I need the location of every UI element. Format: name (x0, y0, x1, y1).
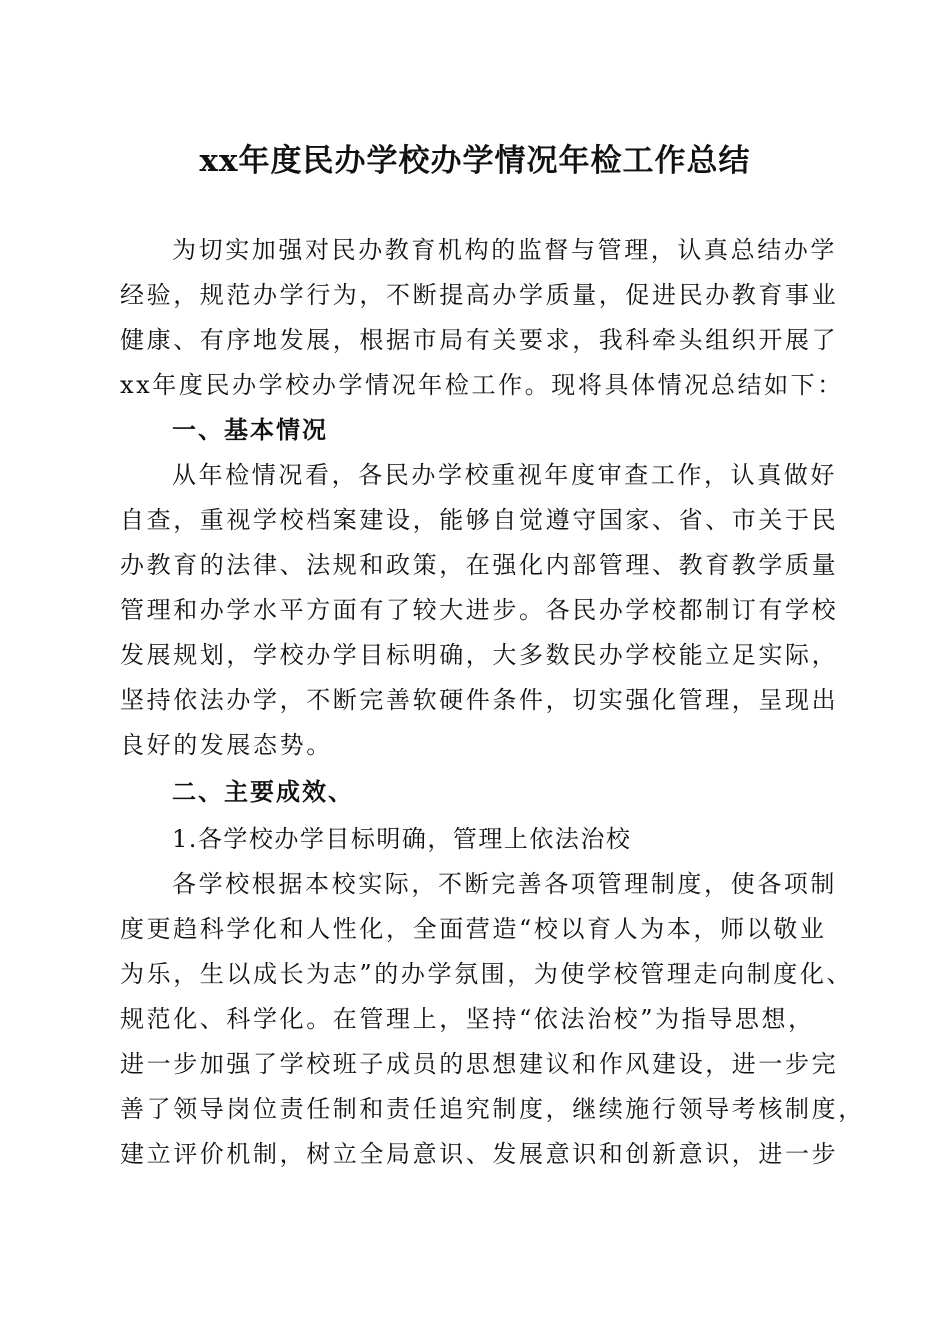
paragraph-line: 善了领导岗位责任制和责任追究制度，继续施行领导考核制度， (120, 1095, 865, 1123)
paragraph-line: 建立评价机制，树立全局意识、发展意识和创新意识，进一步 (120, 1140, 839, 1168)
paragraph-line: xx年度民办学校办学情况年检工作。现将具体情况总结如下： (120, 371, 844, 399)
paragraph-line: 各学校根据本校实际，不断完善各项管理制度，使各项制 (172, 870, 837, 898)
paragraph-line: 良好的发展态势。 (120, 731, 333, 759)
paragraph-line: 健康、有序地发展，根据市局有关要求，我科牵头组织开展了 (120, 326, 839, 354)
paragraph-line: 经验，规范办学行为，不断提高办学质量，促进民办教育事业 (120, 281, 839, 309)
paragraph-line: 管理和办学水平方面有了较大进步。各民办学校都制订有学校 (120, 596, 839, 624)
paragraph-line: 进一步加强了学校班子成员的思想建议和作风建设，进一步完 (120, 1050, 839, 1078)
paragraph-line: 自查，重视学校档案建设，能够自觉遵守国家、省、市关于民 (120, 506, 839, 534)
section-heading-basic: 一、基本情况 (172, 416, 328, 444)
document-title: xx年度民办学校办学情况年检工作总结 (199, 143, 751, 179)
paragraph-line: 为乐，生以成长为志”的办学氛围，为使学校管理走向制度化、 (120, 960, 854, 988)
document-body (120, 228, 865, 1177)
paragraph-line: 为切实加强对民办教育机构的监督与管理，认真总结办学 (172, 236, 837, 264)
paragraph-line: 办教育的法律、法规和政策，在强化内部管理、教育教学质量 (120, 551, 839, 579)
paragraph-line: 坚持依法办学，不断完善软硬件条件，切实强化管理，呈现出 (120, 686, 839, 714)
section-heading-results: 二、主要成效、 (172, 778, 354, 806)
subsection-heading: 1.各学校办学目标明确，管理上依法治校 (172, 825, 632, 853)
paragraph-line: 规范化、科学化。在管理上，坚持“依法治校”为指导思想， (120, 1005, 815, 1033)
paragraph-line: 发展规划，学校办学目标明确，大多数民办学校能立足实际， (120, 641, 839, 669)
paragraph-line: 度更趋科学化和人性化，全面营造“校以育人为本，师以敬业 (120, 915, 827, 943)
paragraph-line: 从年检情况看，各民办学校重视年度审查工作，认真做好 (172, 461, 837, 489)
